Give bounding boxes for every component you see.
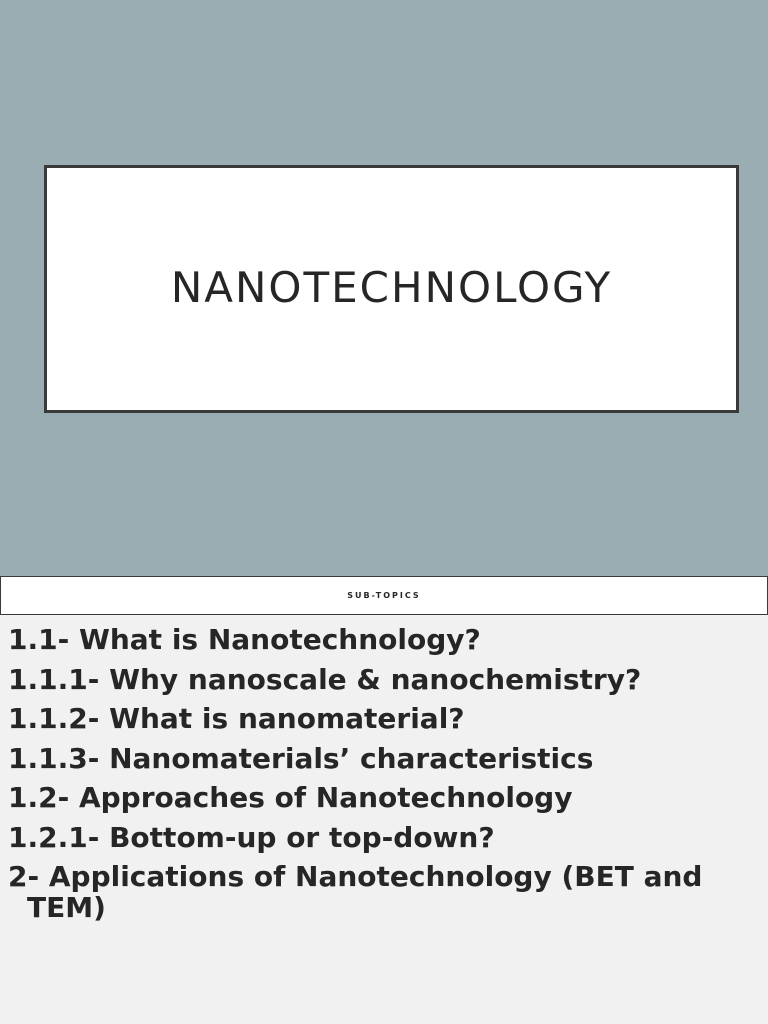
topic-item: 1.2- Approaches of Nanotechnology (8, 781, 573, 814)
topic-item: 1.1.1- Why nanoscale & nanochemistry? (8, 662, 642, 696)
title-box (44, 165, 739, 413)
topic-item: 1.2.1- Bottom-up or top-down? (8, 820, 495, 854)
topic-list (8, 624, 753, 932)
topic-item: 1.1- What is Nanotechnology? (8, 623, 481, 656)
subtopics-label: SUB-TOPICS (347, 591, 421, 600)
topic-item: 1.1.2- What is nanomaterial? (8, 702, 465, 735)
slide-title: NANOTECHNOLOGY (170, 262, 613, 312)
topic-item: 1.1.3- Nanomaterials’ characteristics (8, 741, 594, 775)
subtopics-bar (0, 576, 768, 615)
topic-item: 2- Applications of Nanotechnology (BET and TEM) (8, 860, 703, 924)
